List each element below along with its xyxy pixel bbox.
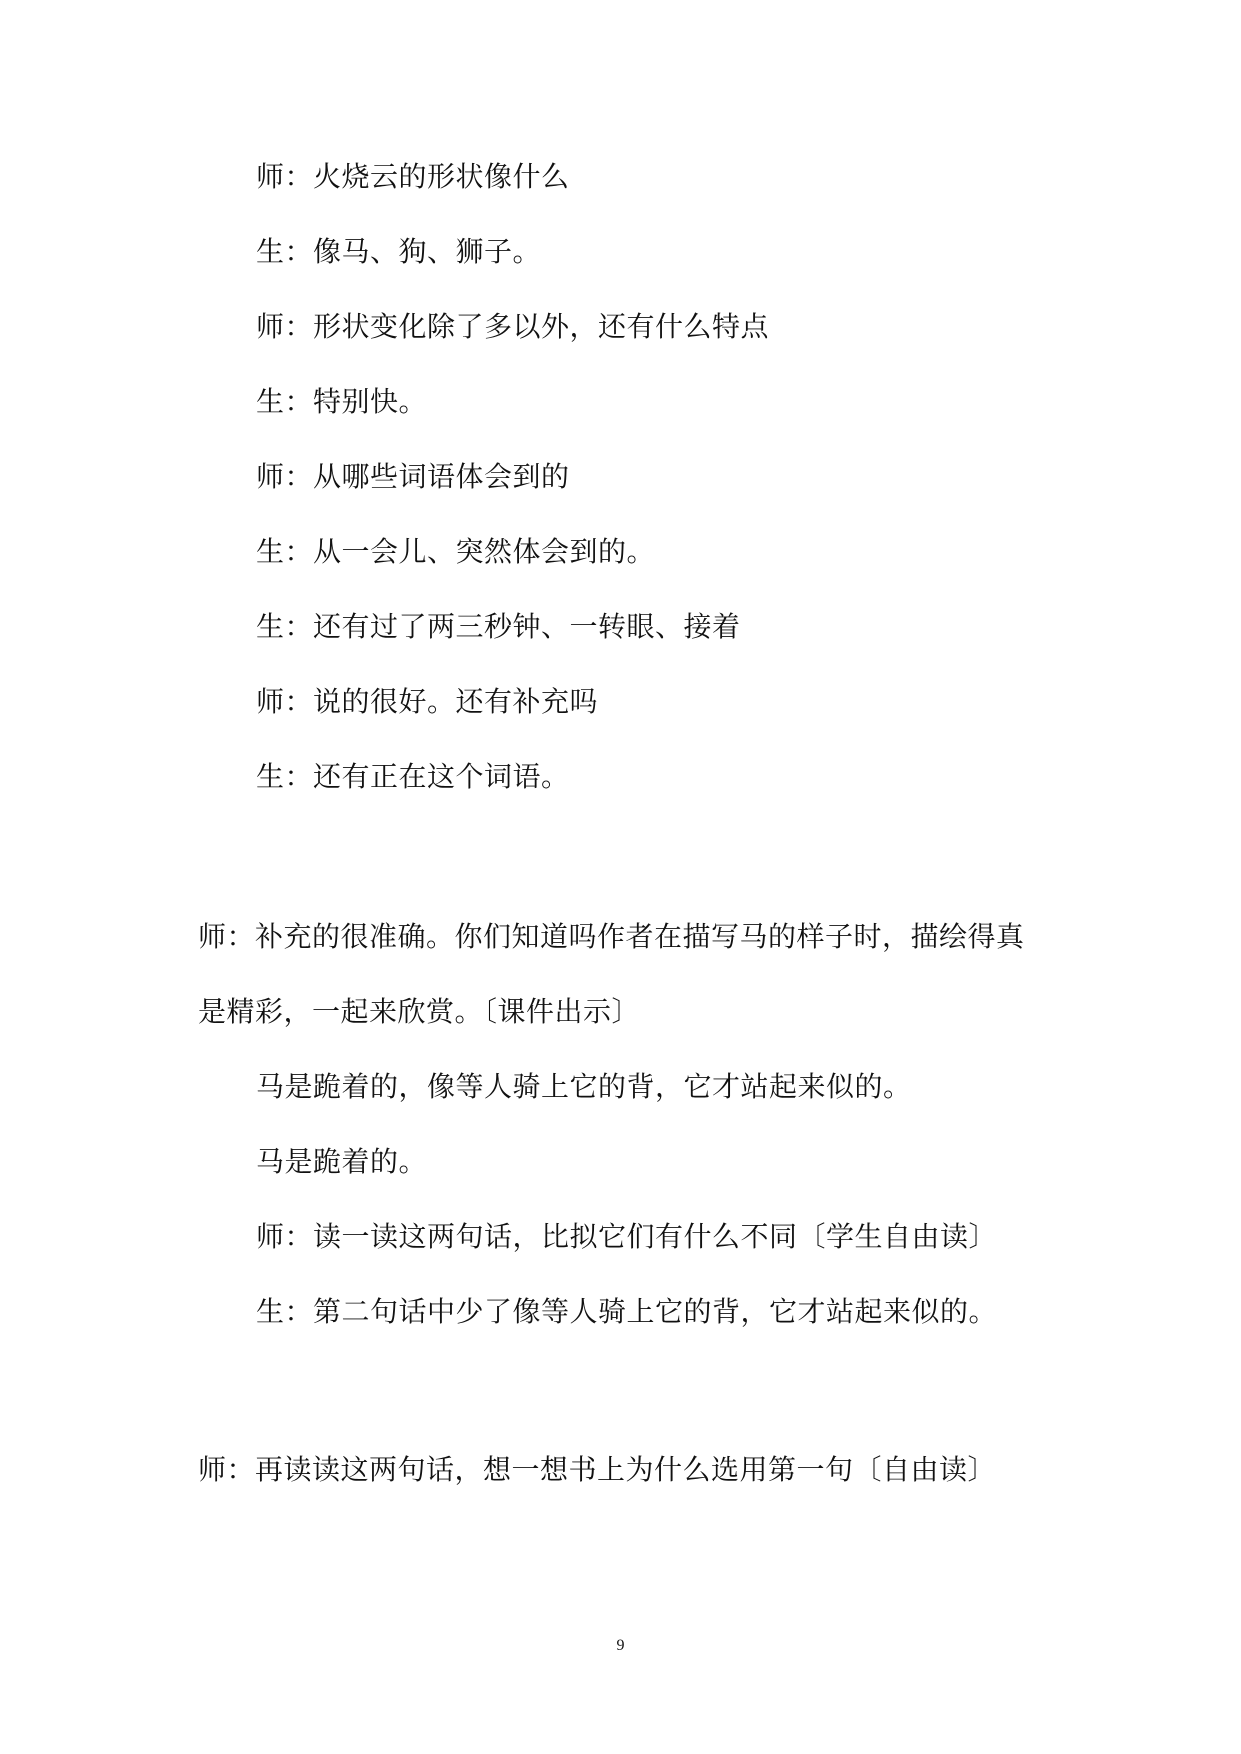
dialogue-line: 生：还有过了两三秒钟、一转眼、接着 — [256, 610, 741, 643]
dialogue-line: 师：说的很好。还有补充吗 — [256, 685, 599, 718]
dialogue-line: 师：读一读这两句话，比拟它们有什么不同〔学生自由读〕 — [256, 1220, 998, 1253]
quoted-sentence: 马是跪着的。 — [256, 1145, 428, 1178]
paragraph-line: 师：再读读这两句话，想一想书上为什么选用第一句〔自由读〕 — [198, 1453, 997, 1486]
dialogue-line: 生：从一会儿、突然体会到的。 — [256, 535, 656, 568]
dialogue-line: 生：还有正在这个词语。 — [256, 760, 570, 793]
quoted-sentence: 马是跪着的，像等人骑上它的背，它才站起来似的。 — [256, 1070, 912, 1103]
dialogue-line: 师：从哪些词语体会到的 — [256, 460, 570, 493]
dialogue-line: 生：像马、狗、狮子。 — [256, 235, 542, 268]
dialogue-line: 师：形状变化除了多以外，还有什么特点 — [256, 310, 770, 343]
dialogue-line: 生：第二句话中少了像等人骑上它的背，它才站起来似的。 — [256, 1295, 998, 1328]
dialogue-line: 生：特别快。 — [256, 385, 428, 418]
paragraph-line: 师：补充的很准确。你们知道吗作者在描写马的样子时，描绘得真 — [198, 920, 1025, 953]
page-number: 9 — [616, 1637, 625, 1654]
paragraph-line: 是精彩，一起来欣赏。〔课件出示〕 — [198, 995, 641, 1028]
dialogue-line: 师：火烧云的形状像什么 — [256, 160, 570, 193]
